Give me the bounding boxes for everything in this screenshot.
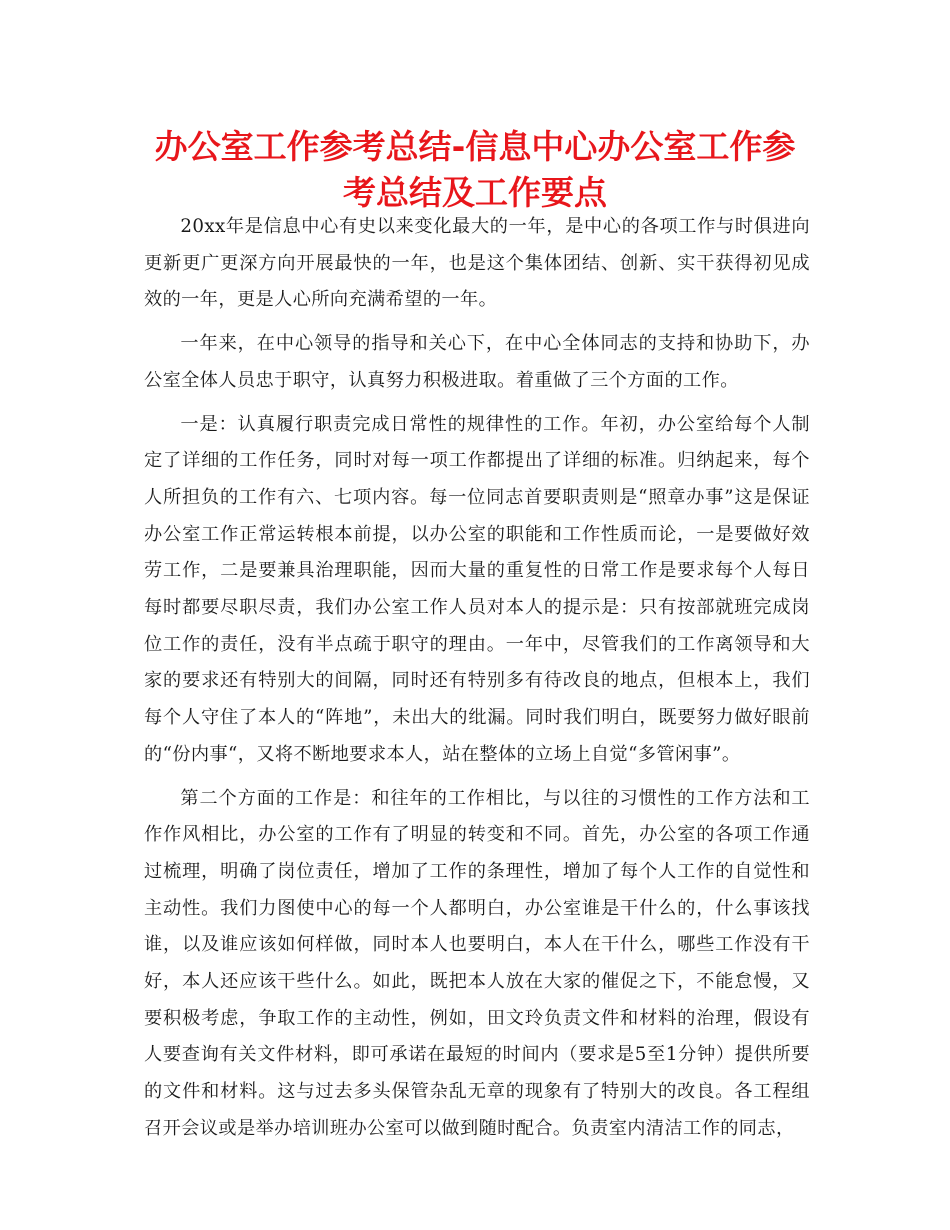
document-body: [144, 209, 810, 1148]
paragraph-2: 一年来，在中心领导的指导和关心下，在中心全体同志的支持和协助下，办公室全体人员忠于职守，认真努力积极进取。着重做了三个方面的工作。: [144, 333, 810, 391]
paragraph-1: 20xx年是信息中心有史以来变化最大的一年，是中心的各项工作与时俱进向更新更广更深方向开展最快的一年，也是这个集体团结、创新、实干获得初见成效的一年，更是人心所向充满希望的一年。: [144, 216, 810, 311]
document-title: 办公室工作参考总结-信息中心办公室工作参考总结及工作要点: [154, 127, 796, 212]
paragraph-3: 一是：认真履行职责完成日常性的规律性的工作。年初，办公室给每个人制定了详细的工作任务，同时对每一项工作都提出了详细的标准。归纳起来，每个人所担负的工作有六、七项内容。每一位同志首要职责则是“照章办事”这是保证办公室工作正常运转根本前提，以办公室的职能和工作性质而论，一是要做好效劳工作，二是要兼具治理职能，因而大量的重复性的日常工作是要求每个人每日每时都要尽职尽责，我们办公室工作人员对本人的提示是：只有按部就班完成岗位工作的责任，没有半点疏于职守的理由。一年中，尽管我们的工作离领导和大家的要求还有特别大的间隔，同时还有特别多有待改良的地点，但根本上，我们每个人守住了本人的“阵地”，未出大的纰漏。同时我们明白，既要努力做好眼前的“份内事“，又将不断地要求本人，站在整体的立场上自觉“多管闲事”。: [144, 413, 810, 765]
paragraph-4: 第二个方面的工作是：和往年的工作相比，与以往的习惯性的工作方法和工作作风相比，办公室的工作有了明显的转变和不同。首先，办公室的各项工作通过梳理，明确了岗位责任，增加了工作的条理性，增加了每个人工作的自觉性和主动性。我们力图使中心的每一个人都明白，办公室谁是干什么的，什么事该找谁，以及谁应该如何样做，同时本人也要明白，本人在干什么，哪些工作没有干好，本人还应该干些什么。如此，既把本人放在大家的催促之下，不能怠慢，又要积极考虑，争取工作的主动性，例如，田文玲负责文件和材料的治理，假设有人要查询有关文件材料，即可承诺在最短的时间内（要求是5至1分钟）提供所要的文件和材料。这与过去多头保管杂乱无章的现象有了特别大的改良。各工程组召开会议或是举办培训班办公室可以做到随时配合。负责室内清洁工作的同志，: [144, 787, 810, 1139]
